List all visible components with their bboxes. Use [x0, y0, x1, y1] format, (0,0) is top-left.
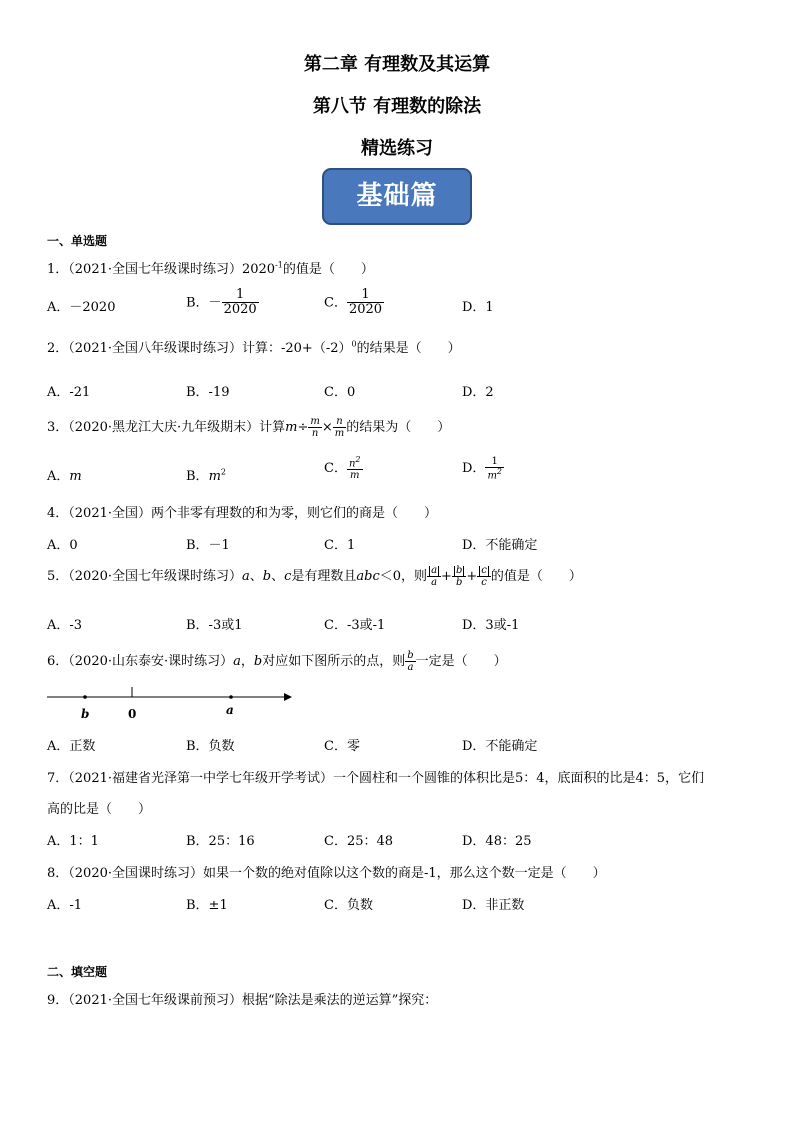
q1-option-b: B．－ $\frac{1}{2020}$	[186, 287, 257, 318]
chapter-title: 第二章 有理数及其运算	[303, 54, 491, 75]
axis-label-b: b	[81, 707, 90, 721]
axis-label-0: 0	[128, 707, 137, 721]
axis-label-a: a	[226, 703, 234, 717]
q8-option-b: B．±1	[186, 898, 228, 913]
q2-option-d: D．2	[462, 385, 494, 400]
section-title: 第八节 有理数的除法	[312, 96, 482, 117]
q7-option-c: C．25：48	[324, 834, 394, 849]
question-9: 9．（2021·全国七年级课前预习）根据“除法是乘法的逆运算”探究：	[47, 993, 438, 1008]
number-line-figure	[44, 680, 294, 724]
q2-option-a: A．-21	[47, 385, 91, 400]
q4-option-b: B．－1	[186, 538, 230, 553]
level-banner: 基础篇	[322, 168, 472, 225]
question-8: 8．（2020·全国课时练习）如果一个数的绝对值除以这个数的商是-1，那么这个数一定是（ ）	[47, 866, 606, 881]
q5-option-c: C．-3或-1	[324, 618, 386, 633]
q3-option-d: D． $\frac{1}{m^2}$	[462, 456, 503, 482]
q6-option-a: A．正数	[47, 739, 96, 754]
question-7-line-2: 高的比是（ ）	[47, 802, 152, 817]
q5-option-b: B．-3或1	[186, 618, 243, 633]
axis-arrow-icon	[284, 693, 292, 701]
question-6: 6．（2020·山东泰安·课时练习）a，b对应如下图所示的点，则 $\frac{b}{a}$ 一定是（ ）	[47, 650, 507, 673]
q3-option-a: A．m	[47, 469, 82, 484]
q7-option-a: A．1：1	[47, 834, 99, 849]
q5-option-a: A．-3	[47, 618, 83, 633]
q4-option-d: D．不能确定	[462, 538, 538, 553]
point-a	[229, 695, 233, 699]
question-1: 1．（2021·全国七年级课时练习）$2020^{-1}$的值是（ ）	[47, 260, 374, 277]
question-4: 4．（2021·全国）两个非零有理数的和为零，则它们的商是（ ）	[47, 506, 437, 521]
q3-option-c: C． $\frac{n^2}{m}$	[324, 455, 361, 482]
q6-option-c: C．零	[324, 739, 360, 754]
q2-option-c: C．0	[324, 385, 356, 400]
q7-option-b: B．25：16	[186, 834, 255, 849]
q4-option-c: C．1	[324, 538, 356, 553]
question-7-line-1: 7．（2021·福建省光泽第一中学七年级开学考试）一个圆柱和一个圆锥的体积比是5：4，底面积的比是4：5，它们	[47, 771, 705, 786]
q4-option-a: A．0	[47, 538, 78, 553]
q1-option-c: C． $\frac{1}{2020}$	[324, 287, 383, 318]
q8-option-d: D．非正数	[462, 898, 525, 913]
section-single-choice: 一、单选题	[47, 234, 108, 248]
q6-option-d: D．不能确定	[462, 739, 538, 754]
q8-option-a: A．-1	[47, 898, 83, 913]
section-fill-blank: 二、填空题	[47, 965, 108, 979]
q1-option-a: A．－2020	[47, 300, 116, 315]
q3-option-b: B．$m^2$	[186, 467, 226, 484]
q7-option-d: D．48：25	[462, 834, 532, 849]
question-5: 5．（2020·全国七年级课时练习）a、b、c是有理数且abc＜0，则 $\frac{a}{a}$ + $\frac{b}{b}$ + $\frac{c}{c}$ 的值是（ ）	[47, 565, 582, 588]
q5-option-d: D．3或-1	[462, 618, 520, 633]
q6-option-b: B．负数	[186, 739, 235, 754]
q8-option-c: C．负数	[324, 898, 373, 913]
question-3: 3．（2020·黑龙江大庆·九年级期末）计算m÷ $\frac{m}{n}$ × $\frac{n}{m}$ 的结果为（ ）	[47, 416, 451, 439]
question-2: 2．（2021·全国八年级课时练习）计算：$-20+(-2)^0$的结果是（ ）	[47, 339, 461, 356]
q2-option-b: B．-19	[186, 385, 230, 400]
point-b	[83, 695, 87, 699]
page-subtitle: 精选练习	[361, 138, 433, 159]
q1-option-d: D．1	[462, 300, 494, 315]
